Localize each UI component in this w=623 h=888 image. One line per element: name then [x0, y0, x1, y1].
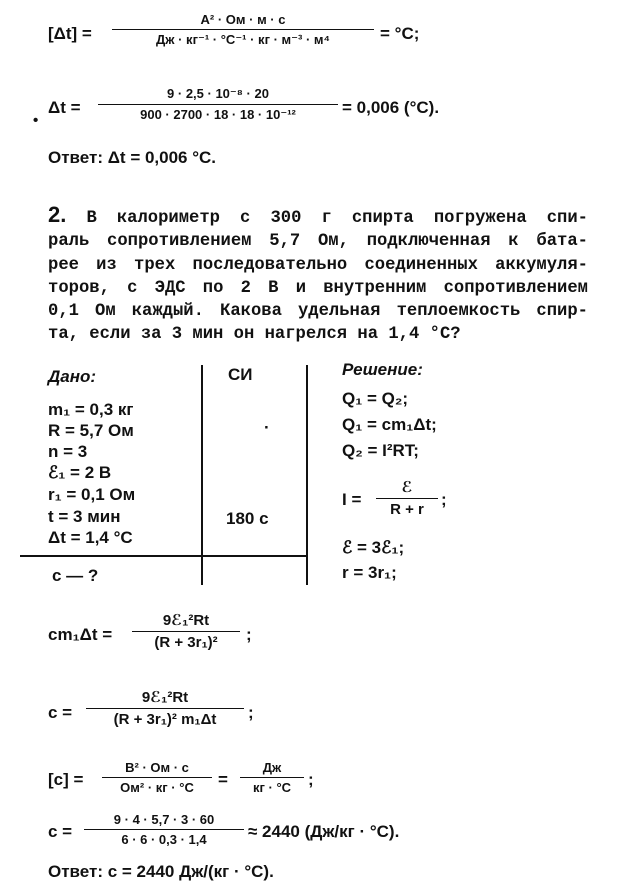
solution-eq-end: ; [441, 490, 447, 509]
problem-line: раль сопротивлением 5,7 Ом, подключенная к бата- [48, 232, 588, 252]
given-item: ℰ₁ = 2 В [48, 463, 112, 482]
problem-number: 2. [48, 202, 67, 227]
derivation-denominator: (R + 3r₁)² m₁Δt [113, 711, 217, 728]
calc-denominator: 900 · 2700 · 18 · 18 · 10⁻¹² [140, 107, 296, 122]
derivation-numerator: Дж [262, 760, 282, 775]
problem-2-text [48, 203, 588, 347]
derivation-end: ; [248, 703, 254, 722]
numeric-fraction [84, 812, 244, 847]
column-divider-left [201, 365, 203, 585]
solution-eq: ℰ = 3ℰ₁; [342, 538, 405, 557]
derivation-numerator: 9ℰ₁²Rt [141, 689, 189, 706]
units-fraction [112, 12, 374, 48]
find-item: c — ? [52, 566, 99, 585]
derivation-lhs: c = [48, 703, 73, 722]
current-denominator: R + r [390, 501, 424, 518]
derivation-end: ; [308, 770, 314, 789]
margin-bullet: • [33, 112, 39, 129]
column-divider-right [306, 365, 308, 585]
derivation-denominator: 6 · 6 · 0,3 · 1,4 [121, 832, 207, 847]
derivation-numerator: В² · Ом · с [125, 760, 189, 775]
si-dot: · [264, 418, 270, 437]
derivation-fraction-2 [86, 688, 244, 728]
derivation-lhs: cm₁Δt = [48, 625, 113, 644]
given-item: m₁ = 0,3 кг [48, 400, 134, 419]
solution-eq: Q₁ = Q₂; [342, 389, 409, 408]
problem-line: рее из трех последовательно соединенных аккумуля- [48, 255, 588, 275]
answer-1: Ответ: Δt = 0,006 °С. [48, 148, 217, 167]
derivation-denominator: Ом² · кг · °С [120, 780, 194, 795]
current-fraction [376, 478, 438, 518]
problem-line: 0,1 Ом каждый. Какова удельная теплоемкость спир- [48, 302, 588, 322]
problem-line: В калориметр с 300 г спирта погружена спи- [86, 209, 588, 228]
derivation-end: ; [246, 625, 252, 644]
derivation-lhs: [c] = [48, 770, 84, 789]
solution-header: Решение: [342, 360, 423, 379]
given-item: Δt = 1,4 °С [48, 528, 133, 547]
current-numerator: ℰ [401, 479, 413, 496]
derivation-numerator: 9ℰ₁²Rt [162, 612, 210, 629]
calc-rhs: = 0,006 (°С). [342, 98, 440, 117]
solution-eq: Q₁ = cm₁Δt; [342, 415, 437, 434]
derivation-lhs: c = [48, 822, 73, 841]
calc-fraction [98, 86, 338, 123]
units-fraction-2 [102, 760, 212, 795]
calc-lhs: Δt = [48, 98, 81, 117]
si-header: СИ [228, 365, 253, 384]
given-item: t = 3 мин [48, 507, 121, 526]
problem-line: та, если за 3 мин он нагрелся на 1,4 °С? [48, 325, 461, 345]
solution-eq: I = [342, 490, 362, 509]
given-underline [20, 555, 308, 557]
units-rhs: = °С; [380, 24, 420, 43]
si-value: 180 с [226, 509, 269, 528]
derivation-fraction-1 [132, 611, 240, 651]
derivation-result: ≈ 2440 (Дж/кг · °С). [248, 822, 400, 841]
derivation-numerator: 9 · 4 · 5,7 · 3 · 60 [113, 812, 215, 827]
units-lhs: [Δt] = [48, 24, 92, 43]
derivation-denominator: (R + 3r₁)² [154, 634, 218, 651]
derivation-equals: = [218, 770, 228, 789]
answer-2: Ответ: c = 2440 Дж/(кг · °С). [48, 862, 274, 881]
given-item: r₁ = 0,1 Ом [48, 485, 136, 504]
calc-numerator: 9 · 2,5 · 10⁻⁸ · 20 [167, 86, 269, 101]
given-item: n = 3 [48, 442, 88, 461]
problem-line: торов, с ЭДС по 2 В и внутренним сопротивлением [48, 278, 588, 298]
derivation-denominator: кг · °С [252, 780, 292, 795]
given-item: R = 5,7 Ом [48, 421, 134, 440]
solution-eq: r = 3r₁; [342, 563, 397, 582]
units-numerator: А² · Ом · м · с [200, 12, 286, 27]
solution-eq: Q₂ = I²RT; [342, 441, 419, 460]
given-header: Дано: [48, 367, 97, 386]
units-fraction-3 [240, 760, 304, 795]
units-denominator: Дж · кг⁻¹ · °С⁻¹ · кг · м⁻³ · м⁴ [156, 32, 330, 47]
